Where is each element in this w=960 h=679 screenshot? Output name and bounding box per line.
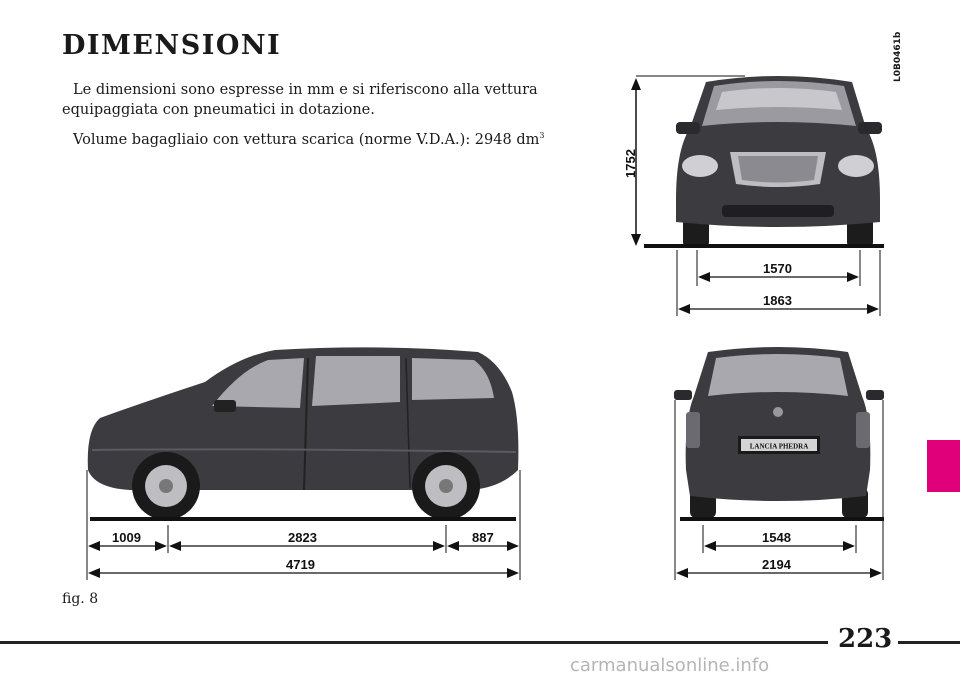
length-label: 4719 — [286, 557, 315, 572]
footer-rule-left — [0, 641, 828, 644]
rear-track-dimension — [703, 525, 856, 553]
rear-overhang-label: 887 — [472, 530, 494, 545]
figure-label: fig. 8 — [62, 591, 99, 607]
front-width-label: 1863 — [763, 293, 792, 308]
luggage-volume-text: Volume bagagliaio con vettura scarica (norme V.D.A.): 2948 dm — [73, 131, 540, 148]
watermark-text: carmanualsonline.info — [570, 655, 770, 676]
rear-view-car — [674, 347, 884, 518]
front-overhang-dimension — [88, 530, 167, 551]
front-view-car — [676, 76, 882, 248]
rear-track-label: 1548 — [762, 530, 791, 545]
front-track-label: 1570 — [763, 261, 792, 276]
mirror-width-label: 2194 — [762, 557, 791, 572]
wheelbase-dimension — [169, 530, 445, 551]
front-width-dimension — [677, 250, 880, 316]
height-label: 1752 — [623, 149, 638, 178]
unit-superscript: 3 — [539, 131, 545, 140]
side-view-car — [88, 347, 519, 520]
figure-code: L0B0461b — [893, 31, 903, 82]
rear-overhang-dimension — [447, 530, 519, 551]
license-plate-text: LANCIA PHEDRA — [749, 442, 809, 451]
intro-paragraph: Le dimensioni sono espresse in mm e si riferiscono alla vettura equipaggiata con pneumatici in dotazione. — [62, 82, 538, 118]
front-track-dimension — [697, 250, 860, 286]
footer-rule-right — [898, 641, 960, 644]
page-title: DIMENSIONI — [62, 30, 282, 61]
page-number: 223 — [838, 624, 893, 654]
section-tab — [927, 440, 960, 492]
wheelbase-label: 2823 — [288, 530, 317, 545]
length-dimension — [88, 557, 519, 578]
front-overhang-label: 1009 — [112, 530, 141, 545]
